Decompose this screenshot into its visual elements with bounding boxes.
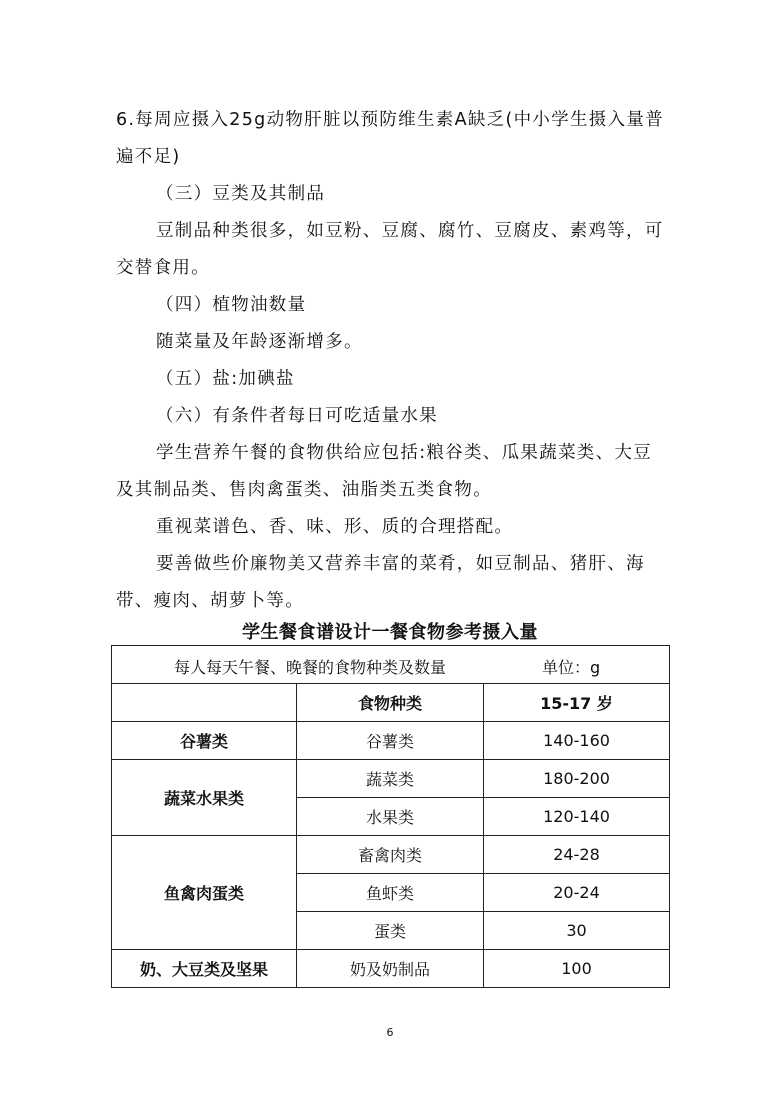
column-header-age: 15-17 岁 bbox=[484, 684, 670, 722]
table-header-main bbox=[112, 646, 670, 684]
food-type: 蔬菜类 bbox=[297, 760, 484, 798]
food-type: 水果类 bbox=[297, 798, 484, 836]
food-amount: 100 bbox=[484, 950, 670, 988]
table-title: 学生餐食谱设计一餐食物参考摄入量 bbox=[242, 622, 538, 643]
paragraph-liver: 6.每周应摄入25g动物肝脏以预防维生素A缺乏(中小学生摄入量普遍不足) bbox=[116, 110, 664, 167]
food-type: 奶及奶制品 bbox=[297, 950, 484, 988]
header-title: 每人每天午餐、晚餐的食物种类及数量 bbox=[174, 658, 447, 677]
heading-beans: （三）豆类及其制品 bbox=[156, 184, 326, 204]
paragraph-dishes: 要善做些价廉物美又营养丰富的菜肴，如豆制品、猪肝、海带、瘦肉、胡萝卜等。 bbox=[116, 554, 645, 611]
food-type: 鱼虾类 bbox=[297, 874, 484, 912]
heading-salt: （五）盐:加碘盐 bbox=[156, 369, 295, 389]
header-unit: 单位：g bbox=[542, 658, 601, 677]
table-row bbox=[112, 950, 670, 988]
group-name: 鱼禽肉蛋类 bbox=[112, 836, 297, 950]
food-type: 谷薯类 bbox=[297, 722, 484, 760]
table-row bbox=[112, 760, 670, 798]
food-amount: 30 bbox=[484, 912, 670, 950]
food-amount: 140-160 bbox=[484, 722, 670, 760]
paragraph-beans: 豆制品种类很多，如豆粉、豆腐、腐竹、豆腐皮、素鸡等，可交替食用。 bbox=[116, 221, 664, 278]
page-number: 6 bbox=[386, 1026, 394, 1039]
group-name: 谷薯类 bbox=[112, 722, 297, 760]
food-amount: 24-28 bbox=[484, 836, 670, 874]
food-type: 蛋类 bbox=[297, 912, 484, 950]
food-amount: 180-200 bbox=[484, 760, 670, 798]
table-row bbox=[112, 684, 670, 722]
intake-table bbox=[111, 645, 670, 988]
heading-fruit: （六）有条件者每日可吃适量水果 bbox=[156, 406, 438, 426]
group-name: 蔬菜水果类 bbox=[112, 760, 297, 836]
table-row bbox=[112, 646, 670, 684]
heading-oil: （四）植物油数量 bbox=[156, 295, 307, 315]
table-cell-empty bbox=[112, 684, 297, 722]
food-amount: 120-140 bbox=[484, 798, 670, 836]
paragraph-lunch: 学生营养午餐的食物供给应包括:粮谷类、瓜果蔬菜类、大豆及其制品类、售肉禽蛋类、油脂类五类食物。 bbox=[116, 443, 652, 500]
paragraph-oil: 随菜量及年龄逐渐增多。 bbox=[156, 332, 363, 352]
group-name: 奶、大豆类及坚果 bbox=[112, 950, 297, 988]
paragraph-menu: 重视菜谱色、香、味、形、质的合理搭配。 bbox=[156, 517, 514, 537]
food-amount: 20-24 bbox=[484, 874, 670, 912]
food-type: 畜禽肉类 bbox=[297, 836, 484, 874]
column-header-food: 食物种类 bbox=[297, 684, 484, 722]
table-row bbox=[112, 722, 670, 760]
table-row bbox=[112, 836, 670, 874]
